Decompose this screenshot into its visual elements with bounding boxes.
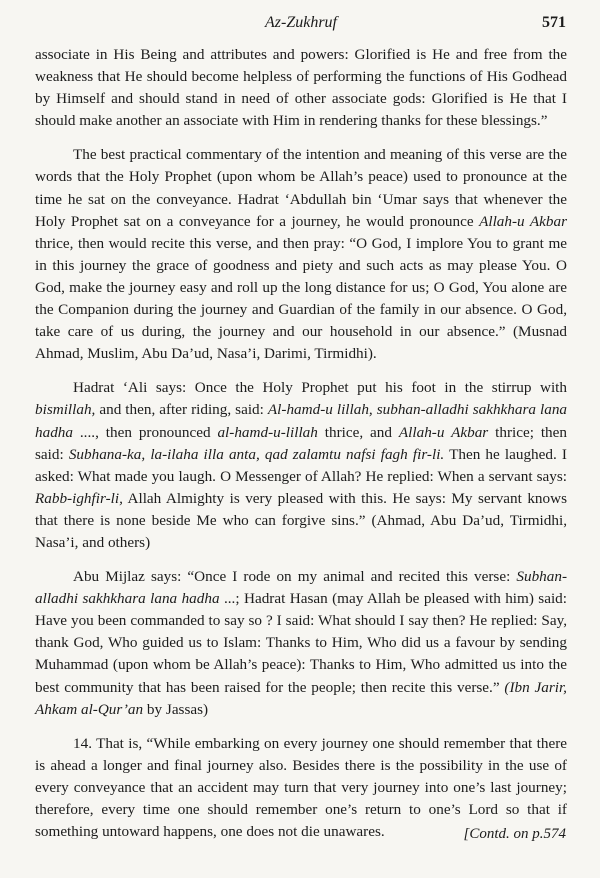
- text-span: and then, after riding, said:: [95, 401, 268, 419]
- italic-text: Rabb-ighfir-li,: [35, 489, 123, 507]
- text-span: ...., then pronounced: [72, 423, 218, 441]
- paragraph-hadith-ali: [35, 377, 567, 554]
- italic-text: Subhana-ka, la-ilaha illa anta, qad zalamtu nafsi fagh fir-li.: [68, 445, 445, 463]
- italic-text: Subhan-alladhi sakhkhara lana hadha: [35, 568, 567, 608]
- italic-text: (Ibn Jarir, Ahkam al-Qur’an: [35, 678, 567, 718]
- italic-text: al-hamd-u-lillah: [217, 423, 318, 441]
- paragraph-commentary: [35, 144, 567, 365]
- text-span: thrice, then would recite this verse, and then pray: “O God, I implore You to grant me in this journey the grace of goodness and piety and such acts as may please You. O God, make the journey easy and roll up the long distance for us; O God, You alone are the Companion during the journey and Guardian of the family in our absence. O God, take care of us during, the journey and our household in our absence.” (Musnad Ahmad, Muslim, Abu Da’ud, Nasa’i, Darimi, Tirmidhi).: [35, 234, 567, 363]
- italic-text: Allah-u Akbar: [398, 423, 489, 441]
- italic-text: Al-hamd-u lillah, subhan-alladhi sakhkhara lana hadha: [35, 401, 568, 441]
- paragraph-continuation: [35, 44, 567, 132]
- page-number: 571: [542, 14, 566, 31]
- running-title: Az-Zukhruf: [265, 14, 337, 31]
- italic-text: Allah-u Akbar: [479, 212, 567, 230]
- text-span: Hadrat ‘Ali says: Once the Holy Prophet put his foot in the stirrup with: [73, 379, 567, 397]
- italic-text: bismillah,: [35, 401, 96, 419]
- text-span: Abu Mijlaz says: “Once I rode on my animal and recited this verse:: [73, 568, 517, 586]
- text-span: thrice, and: [317, 423, 399, 441]
- continuation-note: [Contd. on p.574: [463, 826, 566, 842]
- text-span: by Jassas): [143, 700, 209, 718]
- text-span: 14. That is, “While embarking on every journey one should remember that there is ahead a longer and final journey also. Besides there is the possibility in the use of every conveyance that an accident may turn that very journey into one’s last journey; therefore, every time one should remember one’s return to one’s Lord so that if something untoward happens, one does not die unawares.: [35, 734, 567, 841]
- body-text: [35, 44, 567, 843]
- text-span: ...; Hadrat Hasan (may Allah be pleased with him) said: Have you been commanded to say so ? I said: What should I say then? He replied: Say, thank God, Who guided us to Islam: Thanks to Him, Who did us a favour by sending Muhammad (upon whom be Allah’s peace): Thanks to Him, Who admitted us into the best community that has been raised for the people; then recite this verse.”: [35, 590, 567, 696]
- text-span: associate in His Being and attributes and powers: Glorified is He and free from the weakness that He should become helpless of performing the functions of His Godhead by Himself and should stand in need of other associate gods: Glorified is He that I should make another an associate with Him in rendering thanks for these blessings.”: [35, 46, 567, 130]
- text-span: thrice; then said:: [35, 423, 567, 463]
- text-span: Allah Almighty is very pleased with this. He says: My servant knows that there is none beside Me who can forgive sins.” (Ahmad, Abu Da’ud, Tirmidhi, Nasa’i, and others): [35, 489, 567, 551]
- paragraph-abu-mijlaz: [35, 566, 567, 721]
- text-span: The best practical commentary of the intention and meaning of this verse are the words that the Holy Prophet (upon whom be Allah’s peace) used to pronounce at the time he sat on the conveyance. Hadrat ‘Abdullah bin ‘Umar says that whenever the Holy Prophet sat on a conveyance for a journey, he would pronounce: [35, 146, 567, 230]
- text-span: Then he laughed. I asked: What made you laugh. O Messenger of Allah? He replied: When a servant says:: [35, 445, 567, 485]
- page-header: [35, 0, 567, 44]
